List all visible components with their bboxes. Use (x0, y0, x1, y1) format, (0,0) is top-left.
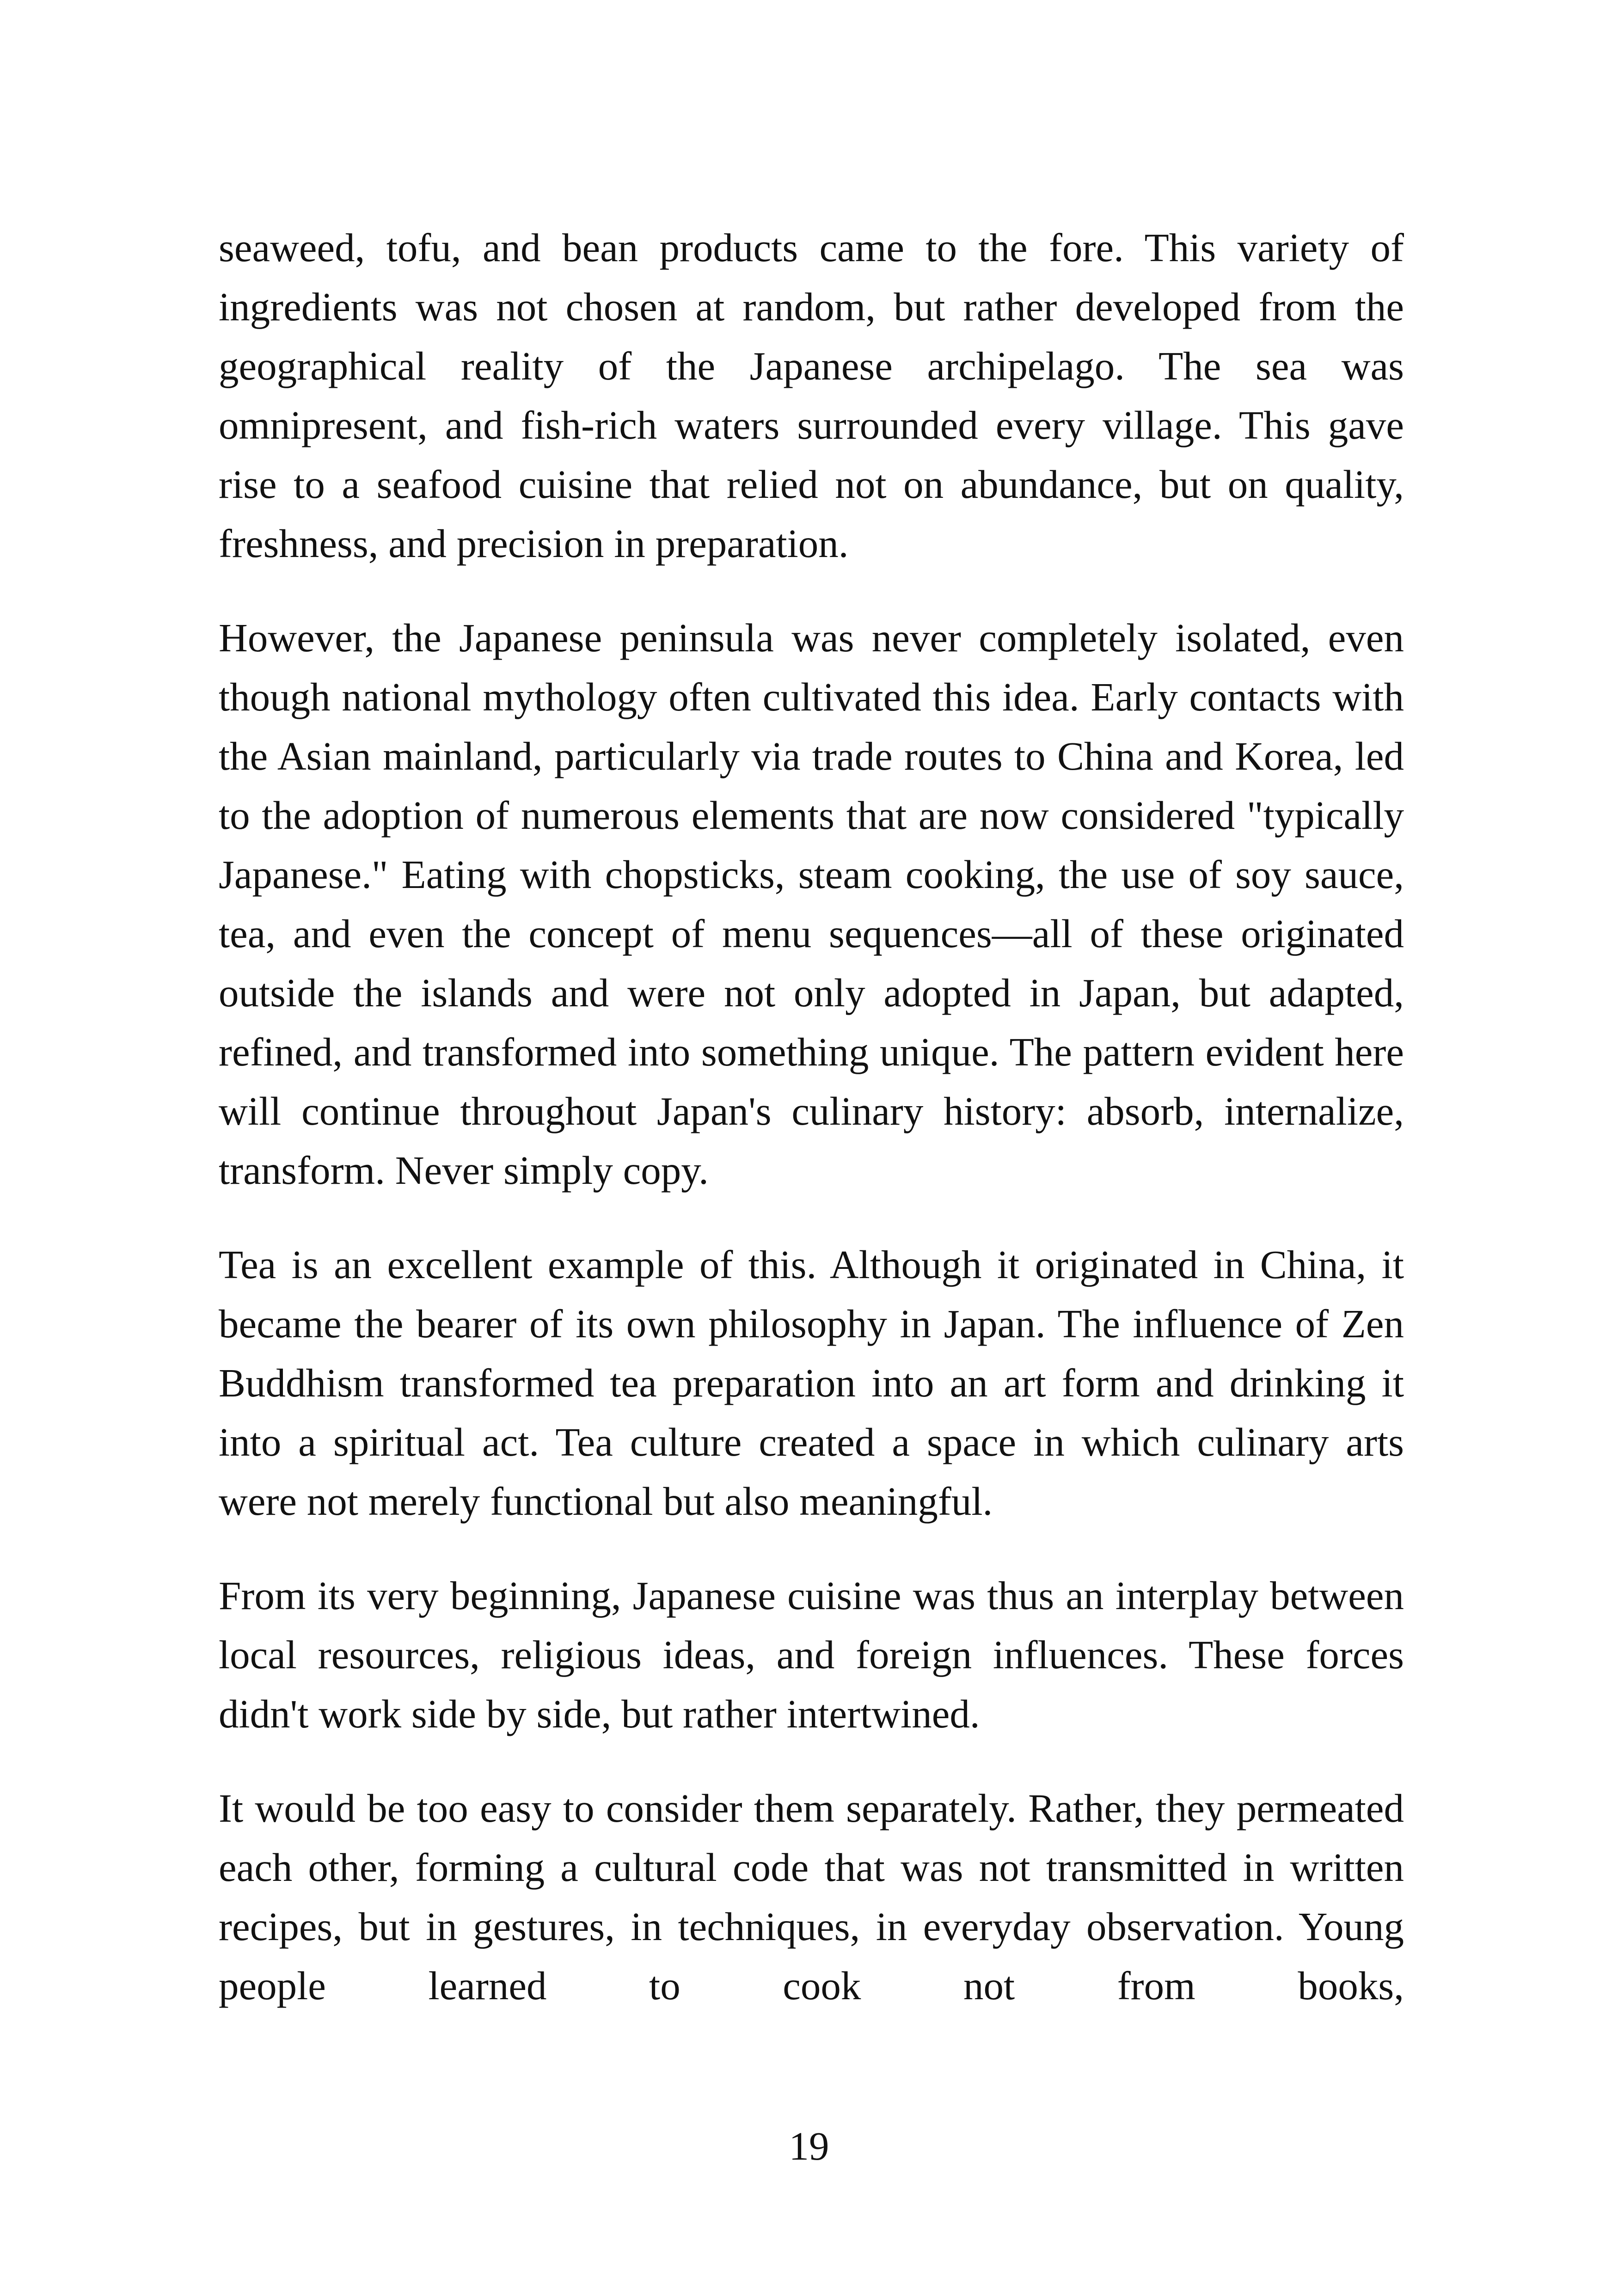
paragraph-seafood-cuisine: seaweed, tofu, and bean products came to the fore. This variety of ingredients was not chosen at random, but rather developed from the geographical reality of the Japanese archipelago. The sea was omnipresent, and fish-rich waters surrounded every village. This gave rise to a seafood cuisine that relied not on abundance, but on quality, freshness, and precision in preparation. (219, 225, 1404, 566)
paragraph-foreign-influences: However, the Japanese peninsula was never completely isolated, even though national mythology often cultivated this idea. Early contacts with the Asian mainland, particularly via trade routes to China and Korea, led to the adoption of numerous elements that are now considered "typically Japanese." Eating with chopsticks, steam cooking, the use of soy sauce, tea, and even the concept of menu sequences—all of these originated outside the islands and were not only adopted in Japan, but adapted, refined, and transformed into something unique. The pattern evident here will continue throughout Japan's culinary history: absorb, internalize, transform. Never simply copy. (219, 615, 1404, 1193)
page-number: 19 (789, 2124, 829, 2168)
paragraph-interplay: From its very beginning, Japanese cuisine was thus an interplay between local resources, religious ideas, and foreign influences. These forces didn't work side by side, but rather intertwined. (219, 1573, 1404, 1736)
paragraph-tea-culture: Tea is an excellent example of this. Although it originated in China, it became the bearer of its own philosophy in Japan. The influence of Zen Buddhism transformed tea preparation into an art form and drinking it into a spiritual act. Tea culture created a space in which culinary arts were not merely functional but also meaningful. (219, 1242, 1404, 1524)
paragraph-cultural-code: It would be too easy to consider them separately. Rather, they permeated each other, forming a cultural code that was not transmitted in written recipes, but in gestures, in techniques, in everyday observation. Young people learned to cook not from books, (219, 1786, 1404, 2008)
body-text (219, 218, 1404, 2051)
